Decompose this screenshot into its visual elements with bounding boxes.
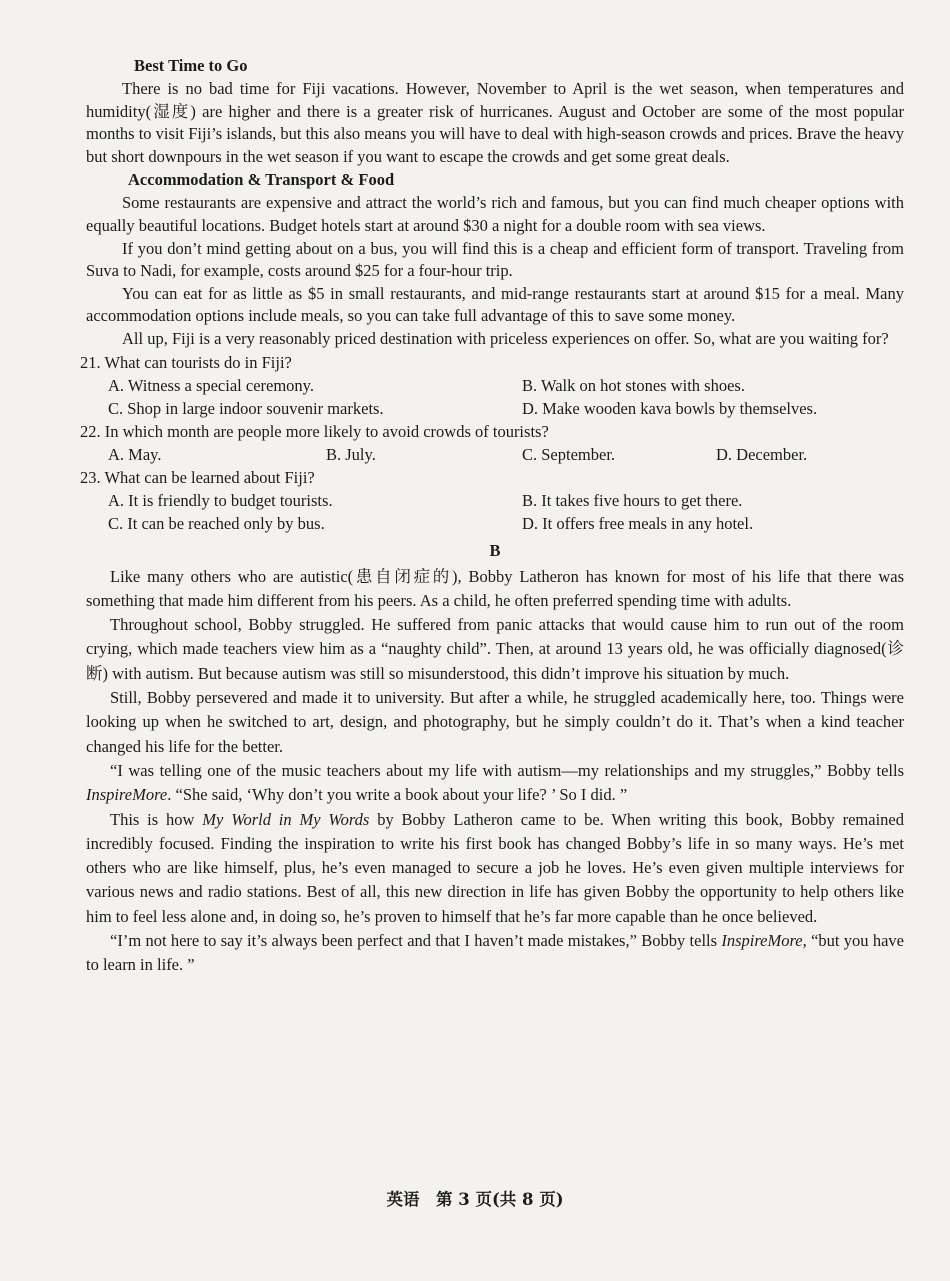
food-paragraph: You can eat for as little as $5 in small restaurants, and mid-range restaurants start at around $15 for a meal. Many accommodation options include meals, so you can take full advantage of this to save some money. [86,283,904,326]
question-22-options [108,443,904,466]
question-22: 22. In which month are people more likely to avoid crowds of tourists? [80,421,549,441]
passage-b-paragraph-6: “I’m not here to say it’s always been perfect and that I haven’t made mistakes,” Bobby tells InspireMore, “but you have to learn in life. ” [86,930,904,975]
publication-name: InspireMore [86,785,168,805]
passage-b-paragraph-5: This is how My World in My Words by Bobby Latheron came to be. When writing this book, Bobby remained incredibly focused. Finding the inspiration to write his first book has changed Bobby’s life in so many ways. He’s met others who are like himself, plus, he’s even managed to secure a job he loves. He’s even given multiple interviews for various news and radio stations. Best of all, this new direction in life has given Bobby the opportunity to help others like him to feel less alone and, in doing so, he’s proven to himself that he’s far more capable than he once believed. [86,809,904,926]
passage-b-paragraph-2: Throughout school, Bobby struggled. He suffered from panic attacks that would cause him to run out of the room crying, which made teachers view him as a “naughty child”. Then, at around 13 years old, he was officially diagnosed(诊断) with autism. But because autism was still so misunderstood, this didn’t improve his situation by much. [86,615,904,683]
page-content [80,54,905,978]
summary-paragraph: All up, Fiji is a very reasonably priced destination with priceless experiences on offer. So, what are you waiting for? [122,328,889,348]
question-21: 21. What can tourists do in Fiji? [80,352,292,372]
question-23-options [108,489,904,535]
option: C. It can be reached only by bus. [108,513,325,533]
option: D. It offers free meals in any hotel. [522,513,754,533]
question-21-options [108,374,904,420]
option: B. Walk on hot stones with shoes. [522,375,745,395]
passage-b-paragraph-3: Still, Bobby persevered and made it to university. But after a while, he struggled academically here, too. Things were looking up when he switched to art, design, and photography, but he simply couldn’t do it. That’s when a kind teacher changed his life for the better. [86,688,904,756]
book-title: My World in My Words [202,809,370,829]
best-time-paragraph: There is no bad time for Fiji vacations. However, November to April is the wet season, when temperatures and humidity(湿度) are higher and there is a greater risk of hurricanes. August and October are some of the most popular months to visit Fiji’s islands, but this also means you will have to deal with high-season crowds and prices. Brave the heavy but short downpours in the wet season if you want to escape the crowds and get some great deals. [86,79,905,166]
option: D. December. [716,444,808,464]
accommodation-paragraph: Some restaurants are expensive and attract the world’s rich and famous, but you can find much cheaper options with equally beautiful locations. Budget hotels start at around $30 a night for a double room with sea views. [86,193,904,235]
option: B. July. [326,444,376,464]
option: C. September. [522,444,616,464]
best-time-heading: Best Time to Go [134,56,248,75]
option: B. It takes five hours to get there. [522,490,743,510]
option: C. Shop in large indoor souvenir markets. [108,398,384,418]
option: A. It is friendly to budget tourists. [108,490,333,510]
passage-b-paragraph-1: Like many others who are autistic(患自闭症的), Bobby Latheron has known for most of his life that there was something that made him different from his peers. As a child, he often preferred spending time with adults. [86,566,904,610]
publication-name: InspireMore [721,930,803,950]
option: A. May. [108,444,162,464]
option: A. Witness a special ceremony. [108,375,314,395]
accommodation-heading: Accommodation & Transport & Food [128,170,395,190]
question-23: 23. What can be learned about Fiji? [80,467,315,487]
page-footer: 英语 第 3 页(共 8 页) [386,1190,564,1209]
section-b-passage [86,565,904,978]
passage-b-paragraph-4: “I was telling one of the music teachers about my life with autism—my relationships and my struggles,” Bobby tells InspireMore. “She said, ‘Why don’t you write a book about your life? ’ So I did. ” [86,760,904,805]
transport-paragraph: If you don’t mind getting about on a bus, you will find this is a cheap and efficient form of transport. Traveling from Suva to Nadi, for example, costs around $25 for a four-hour trip. [86,238,904,281]
option: D. Make wooden kava bowls by themselves. [522,398,818,418]
section-b-label: B [489,540,501,560]
